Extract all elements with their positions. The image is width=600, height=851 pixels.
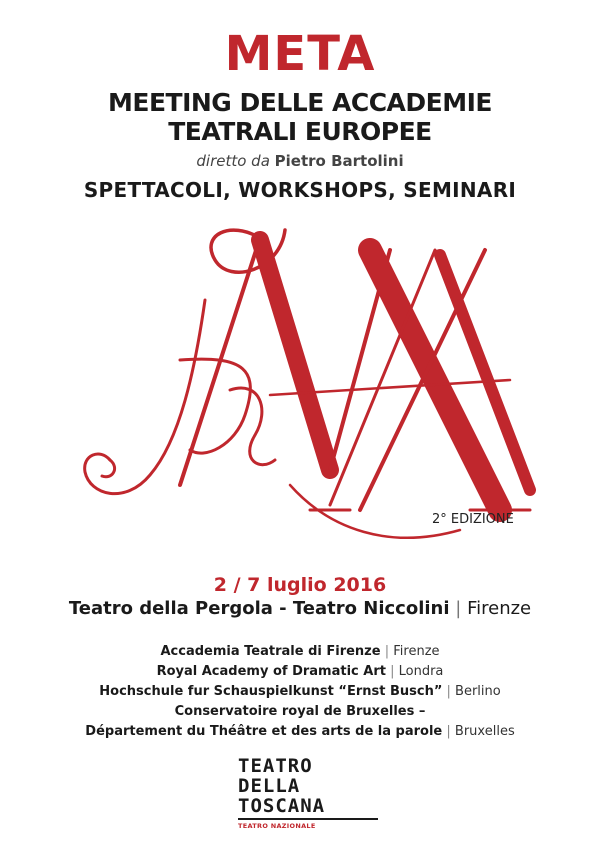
- programme-line: SPETTACOLI, WORKSHOPS, SEMINARI: [83, 178, 517, 202]
- partner-item: [0, 722, 600, 742]
- logo-line-1: TEATRO: [238, 755, 313, 777]
- director-name: Pietro Bartolini: [274, 152, 404, 170]
- venue-name: Teatro della Pergola - Teatro Niccolini: [68, 598, 450, 619]
- direction-credit: [0, 152, 600, 170]
- partner-separator: |: [390, 664, 395, 679]
- logo-line-3: TOSCANA: [238, 795, 326, 817]
- partner-name: Conservatoire royal de Bruxelles –: [174, 704, 426, 719]
- partner-item: [0, 662, 600, 682]
- logo-line-2: DELLA: [238, 775, 301, 797]
- partner-city: Londra: [398, 664, 444, 679]
- partner-name: Hochschule fur Schauspielkunst “Ernst Busch”: [99, 684, 443, 699]
- partner-item: [0, 642, 600, 662]
- event-venue: [0, 598, 600, 619]
- subtitle-line-1: MEETING DELLE ACCADEMIE: [108, 88, 492, 117]
- partner-name: Accademia Teatrale di Firenze: [160, 644, 381, 659]
- partner-item: [0, 682, 600, 702]
- teatro-della-toscana-logo: [238, 756, 378, 830]
- partner-separator: |: [384, 644, 390, 659]
- logo-divider: [238, 818, 378, 820]
- venue-separator: |: [455, 598, 462, 619]
- subtitle: [0, 88, 600, 146]
- page-title: META: [224, 26, 376, 82]
- partner-separator: |: [446, 684, 451, 699]
- partner-separator: |: [446, 724, 451, 739]
- logo-tagline: TEATRO NAZIONALE: [238, 822, 316, 830]
- partner-list: [0, 642, 600, 742]
- partner-name: Département du Théâtre et des arts de la parole: [85, 724, 443, 739]
- edition-label: 2° EDIZIONE: [432, 512, 514, 527]
- venue-city: Firenze: [467, 598, 532, 619]
- meta-monogram-emblem: [30, 210, 550, 550]
- event-dates: 2 / 7 luglio 2016: [213, 574, 387, 596]
- partner-city: Firenze: [393, 644, 440, 659]
- subtitle-line-2: TEATRALI EUROPEE: [168, 117, 432, 146]
- direction-prefix: diretto da: [196, 152, 270, 170]
- partner-item: [0, 702, 600, 722]
- partner-name: Royal Academy of Dramatic Art: [156, 664, 386, 679]
- partner-city: Berlino: [455, 684, 501, 699]
- partner-city: Bruxelles: [454, 724, 515, 739]
